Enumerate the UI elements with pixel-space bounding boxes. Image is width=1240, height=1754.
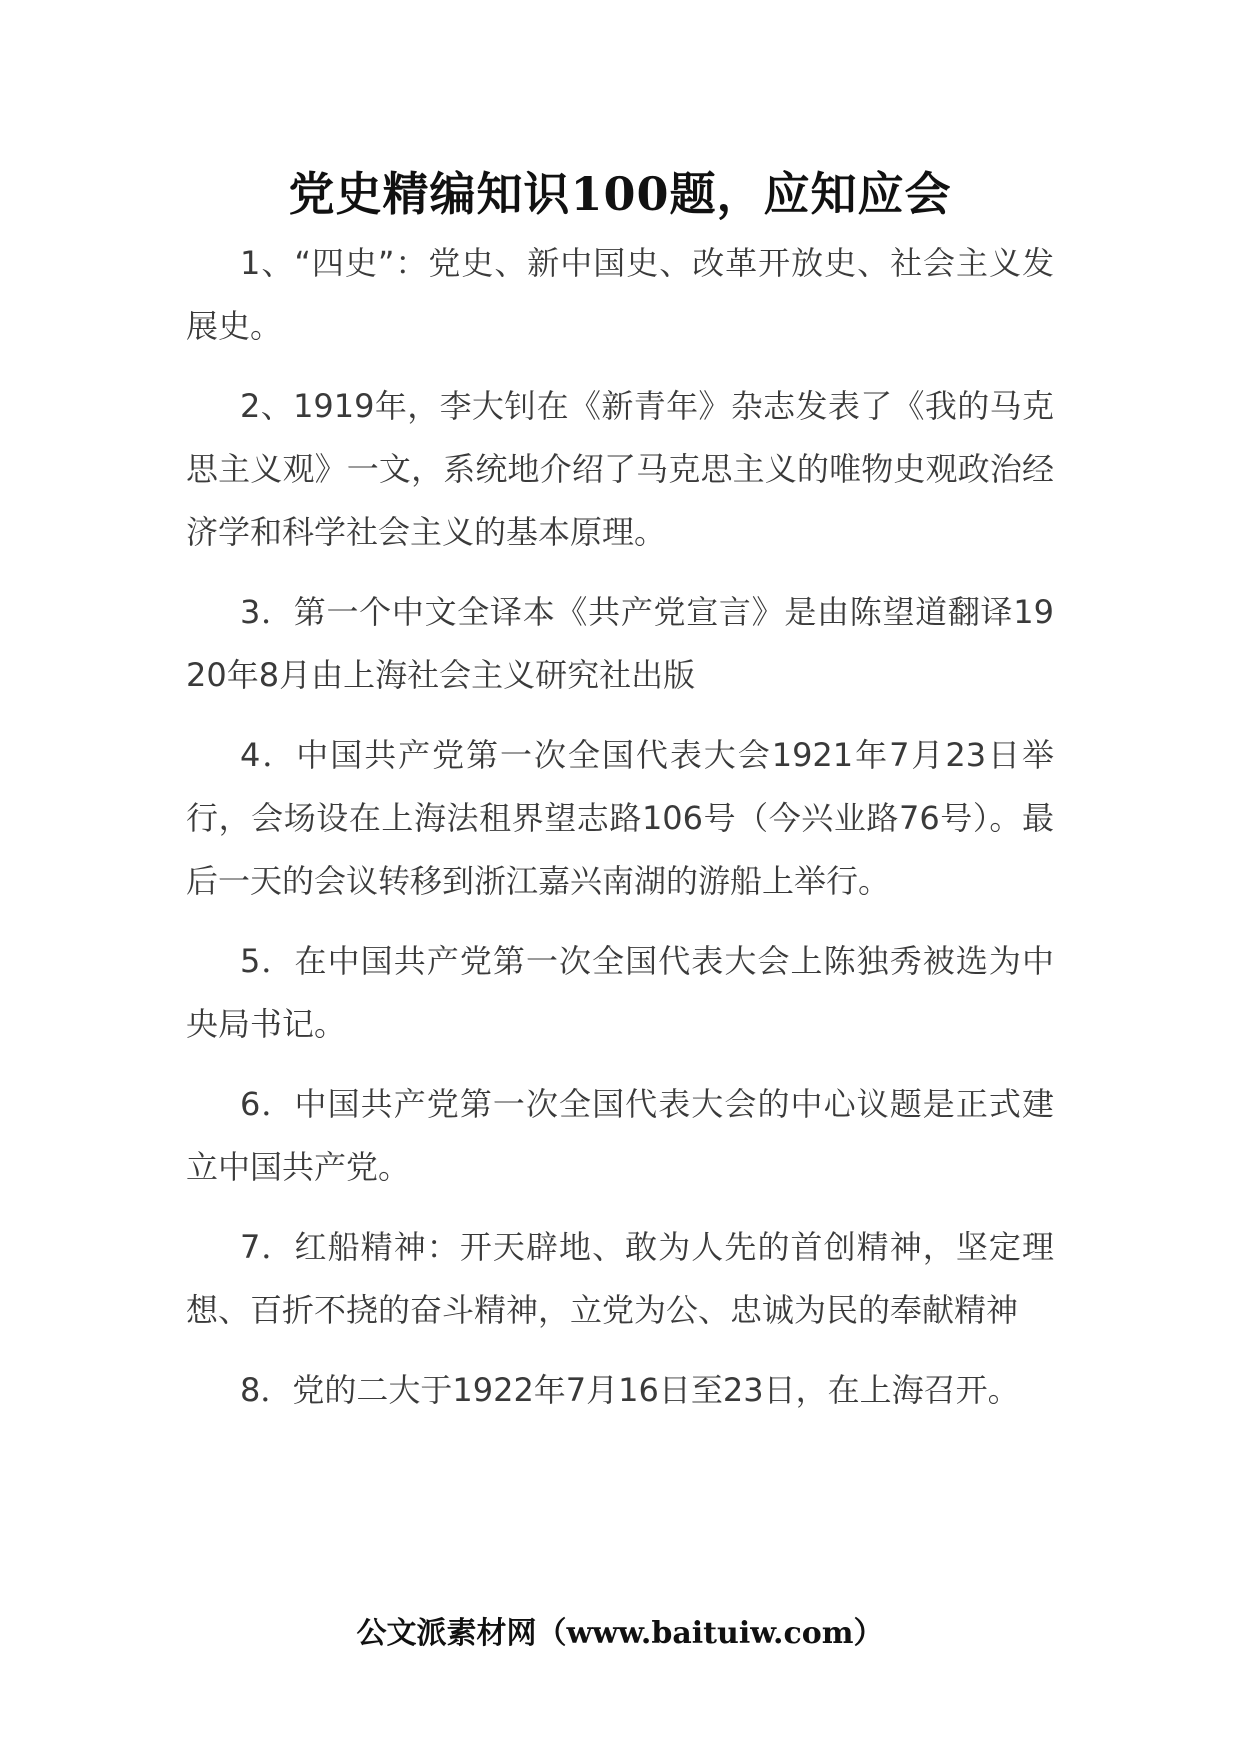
paragraph: 1、“四史”：党史、新中国史、改革开放史、社会主义发展史。	[186, 244, 1054, 345]
paragraph: 3．第一个中文全译本《共产党宣言》是由陈望道翻译1920年8月由上海社会主义研究社出版	[186, 593, 1054, 694]
paragraph: 2、1919年，李大钊在《新青年》杂志发表了《我的马克思主义观》一文，系统地介绍了马克思主义的唯物史观政治经济学和科学社会主义的基本原理。	[186, 387, 1054, 551]
paragraph: 7．红船精神：开天辟地、敢为人先的首创精神，坚定理想、百折不挠的奋斗精神，立党为公、忠诚为民的奉献精神	[186, 1228, 1054, 1329]
paragraph: 4．中国共产党第一次全国代表大会1921年7月23日举行，会场设在上海法租界望志路106号（今兴业路76号）。最后一天的会议转移到浙江嘉兴南湖的游船上举行。	[186, 736, 1054, 900]
paragraph: 8．党的二大于1922年7月16日至23日，在上海召开。	[240, 1371, 1020, 1409]
footer-source: 公文派素材网（www.baituiw.com）	[356, 1616, 884, 1651]
paragraph: 5．在中国共产党第一次全国代表大会上陈独秀被选为中央局书记。	[186, 942, 1054, 1043]
document-title: 党史精编知识100题，应知应会	[288, 167, 952, 221]
paragraph: 6．中国共产党第一次全国代表大会的中心议题是正式建立中国共产党。	[186, 1085, 1054, 1186]
document-body	[186, 232, 1054, 1439]
